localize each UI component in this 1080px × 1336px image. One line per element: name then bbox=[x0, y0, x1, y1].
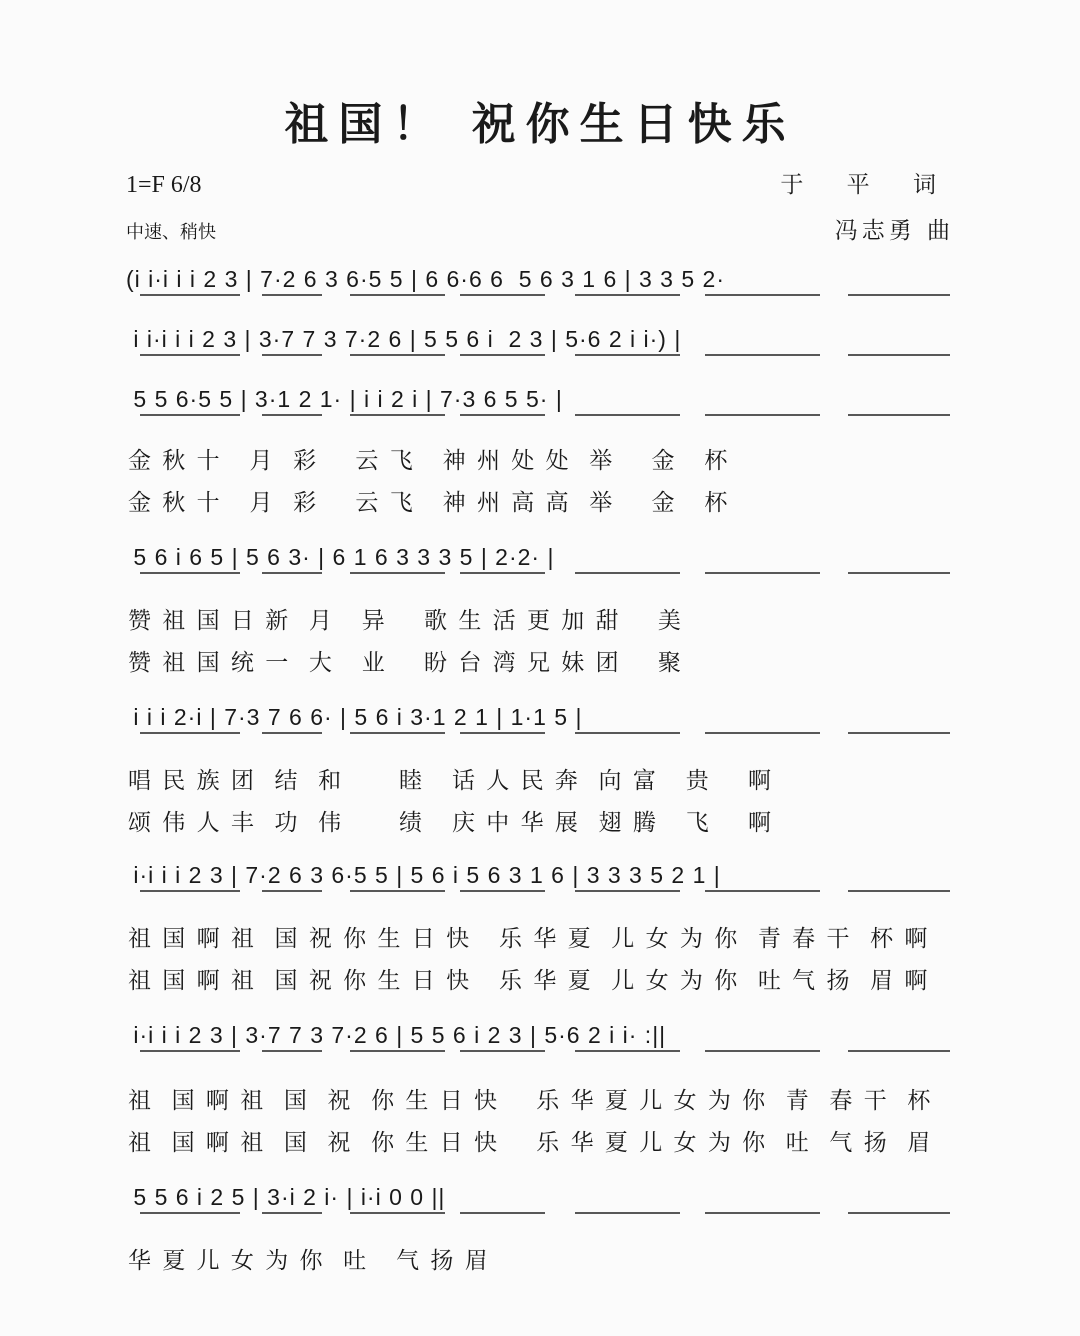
notation-text: (i i·i i i 2 3 | 7·2 6 3 6·5 5 | 6 6·6 6 5 6 3 1 6 | 3 3 5 2· bbox=[126, 266, 725, 292]
notation-text: 5 5 6·5 5 | 3·1 2 1· | i i 2 i | 7·3 6 5 5· | bbox=[126, 386, 563, 412]
lyric-line: 颂 伟 人 丰 功 伟 绩 庆 中 华 展 翅 腾 飞 啊 bbox=[128, 810, 774, 836]
music-line bbox=[0, 540, 1080, 580]
notation-text: 5 5 6 i 2 5 | 3·i 2 i· | i·i 0 0 || bbox=[126, 1184, 446, 1210]
notation-text: i i·i i i 2 3 | 3·7 7 3 7·2 6 | 5 5 6 i 2 3 | 5·6 2 i i·) | bbox=[126, 326, 682, 352]
music-line bbox=[0, 1018, 1080, 1058]
music-line bbox=[0, 262, 1080, 302]
lyric-line: 唱 民 族 团 结 和 睦 话 人 民 奔 向 富 贵 啊 bbox=[128, 768, 774, 794]
lyric-line: 祖 国 啊 祖 国 祝 你 生 日 快 乐 华 夏 儿 女 为 你 吐 气 扬 眉 bbox=[128, 1130, 933, 1156]
notation-text: i·i i i 2 3 | 7·2 6 3 6·5 5 | 5 6 i 5 6 3 1 6 | 3 3 3 5 2 1 | bbox=[126, 862, 721, 888]
notation-text: 5 6 i 6 5 | 5 6 3· | 6 1 6 3 3 3 5 | 2·2· | bbox=[126, 544, 555, 570]
lyricist-credit: 于 平 词 bbox=[780, 172, 954, 198]
lyric-line: 金 秋 十 月 彩 云 飞 神 州 高 高 举 金 杯 bbox=[128, 490, 730, 516]
music-line bbox=[0, 700, 1080, 740]
lyric-line: 祖 国 啊 祖 国 祝 你 生 日 快 乐 华 夏 儿 女 为 你 青 春 干 杯 bbox=[128, 1088, 933, 1114]
notation-text: i i i 2·i | 7·3 7 6 6· | 5 6 i 3·1 2 1 | 1·1 5 | bbox=[126, 704, 583, 730]
lyric-line: 华 夏 儿 女 为 你 吐 气 扬 眉 bbox=[128, 1248, 490, 1274]
lyric-line: 祖 国 啊 祖 国 祝 你 生 日 快 乐 华 夏 儿 女 为 你 青 春 干 杯 啊 bbox=[128, 926, 930, 952]
music-line bbox=[0, 322, 1080, 362]
lyric-line: 赞 祖 国 日 新 月 异 歌 生 活 更 加 甜 美 bbox=[128, 608, 683, 634]
composer-credit: 冯志勇 曲 bbox=[834, 218, 954, 244]
song-title: 祖国！ 祝你生日快乐 bbox=[284, 99, 796, 150]
lyric-line: 金 秋 十 月 彩 云 飞 神 州 处 处 举 金 杯 bbox=[128, 448, 730, 474]
lyric-line: 祖 国 啊 祖 国 祝 你 生 日 快 乐 华 夏 儿 女 为 你 吐 气 扬 眉 啊 bbox=[128, 968, 930, 994]
notation-text: i·i i i 2 3 | 3·7 7 3 7·2 6 | 5 5 6 i 2 3 | 5·6 2 i i· :|| bbox=[126, 1022, 667, 1048]
tempo-marking: 中速、稍快 bbox=[126, 222, 216, 243]
music-line bbox=[0, 858, 1080, 898]
music-line bbox=[0, 1180, 1080, 1220]
music-line bbox=[0, 382, 1080, 422]
key-signature: 1=F 6/8 bbox=[126, 172, 202, 198]
lyric-line: 赞 祖 国 统 一 大 业 盼 台 湾 兄 妹 团 聚 bbox=[128, 650, 683, 676]
